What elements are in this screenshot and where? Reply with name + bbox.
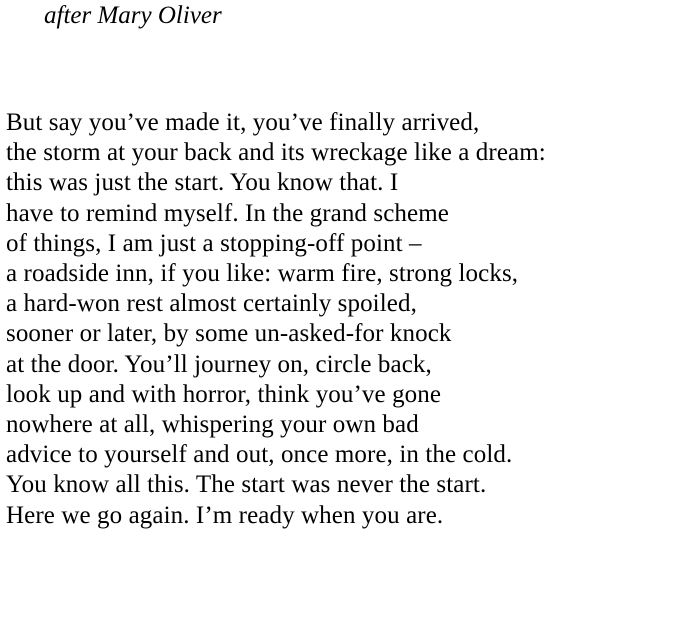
poem-line: sooner or later, by some un-asked-for knock [6,320,452,348]
poem-line: You know all this. The start was never the start. [6,471,487,499]
poem-line: look up and with horror, think you’ve gone [6,380,442,408]
poem-dedication: after Mary Oliver [44,2,222,29]
poem-line: advice to yourself and out, once more, in the cold. [6,441,513,469]
poem-line: at the door. You’ll journey on, circle back, [6,350,432,378]
poem-line: But say you’ve made it, you’ve finally arrived, [6,109,480,136]
poem-line: Here we go again. I’m ready when you are. [6,501,444,529]
poem-line: nowhere at all, whispering your own bad [6,411,419,439]
poem-line: the storm at your back and its wreckage like a dream: [6,139,546,167]
poem-line: have to remind myself. In the grand scheme [6,199,449,227]
poem-line: a roadside inn, if you like: warm fire, strong locks, [6,260,519,288]
poem-body [6,108,692,531]
poem-line: a hard-won rest almost certainly spoiled, [6,290,417,318]
poem-line: of things, I am just a stopping-off point – [6,229,422,257]
poem-line: this was just the start. You know that. I [6,169,399,197]
